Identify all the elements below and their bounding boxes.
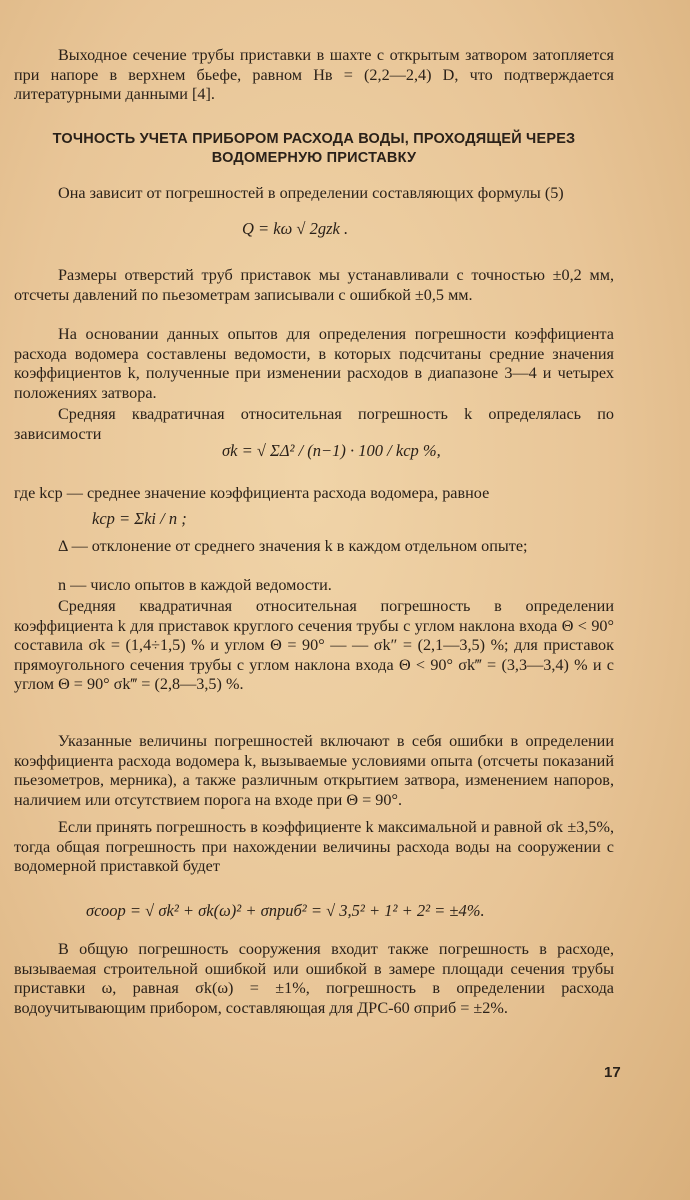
paragraph-error-sources: Указанные величины погрешностей включают в себя ошибки в определении коэффициента расхода водомера k, вызываемые условиями опыта (отсчеты показаний пьезометров, мерника), а также различным открытием затвора, изменением напоров, наличием или отсутствием порога на входе при Θ = 90°. xyxy=(14,732,614,809)
section-heading: ТОЧНОСТЬ УЧЕТА ПРИБОРОМ РАСХОДА ВОДЫ, ПРОХОДЯЩЕЙ ЧЕРЕЗ ВОДОМЕРНУЮ ПРИСТАВКУ xyxy=(52,131,576,166)
paragraph-outlet-section: Выходное сечение трубы приставки в шахте с открытым затвором затопляется при напоре в верхнем бьефе, равном Hв = (2,2—2,4) D, что подтверждается литературными данными [4]. xyxy=(14,46,614,103)
paragraph-rms-error: Средняя квадратичная относительная погрешность k определялась по зависимости xyxy=(14,405,614,443)
formula-discharge: Q = kω √ 2gzk . xyxy=(242,219,349,238)
paragraph-dimensions: Размеры отверстий труб приставок мы устанавливали с точностью ±0,2 мм, отсчеты давлений по пьезометрам записывали с ошибкой ±0,5 мм. xyxy=(14,266,614,304)
formula-sigma-k: σk = √ ΣΔ² / (n−1) · 100 / kср %, xyxy=(222,441,441,460)
formula-total-error: σсоор = √ σk² + σk(ω)² + σприб² = √ 3,5² + 1² + 2² = ±4%. xyxy=(86,901,485,920)
paragraph-total-error: Если принять погрешность в коэффициенте k максимальной и равной σk ±3,5%, тогда общая погрешность при нахождении величины расхода воды на сооружении с водомерной приставкой будет xyxy=(14,818,614,875)
paragraph-results: Средняя квадратичная относительная погрешность в определении коэффициента k для приставок круглого сечения трубы с углом наклона входа Θ < 90° составила σk = (1,4÷1,5) % и углом Θ = 90° — — σk″ = (2,1—3,5) %; для приставок прямоугольного сечения трубы с углом наклона входа Θ < 90° σk‴ = (3,3—3,4) % и с углом Θ = 90° σk‴ = (2,8—3,5) %. xyxy=(14,597,614,693)
paragraph-structure-error: В общую погрешность сооружения входит также погрешность в расходе, вызываемая строительной ошибкой или ошибкой в замере площади сечения трубы приставки ω, равная σk(ω) = ±1%, погрешность в определении расхода водоучитывающим прибором, составляющая для ДРС-60 σприб = ±2%. xyxy=(14,940,614,1017)
paragraph-experiments: На основании данных опытов для определения погрешности коэффициента расхода водомера составлены ведомости, в которых подсчитаны средние значения коэффициентов k, полученные при изменении расходов в диапазоне 3—4 и четырех положениях затвора. xyxy=(14,325,614,402)
paragraph-depends-on: Она зависит от погрешностей в определении составляющих формулы (5) xyxy=(58,184,564,202)
definition-delta: Δ — отклонение от среднего значения k в каждом отдельном опыте; xyxy=(58,537,528,555)
page-number: 17 xyxy=(604,1064,621,1081)
paragraph-where-kcp: где kср — среднее значение коэффициента расхода водомера, равное xyxy=(14,484,490,502)
formula-kcp: kср = Σki / n ; xyxy=(92,509,187,528)
definition-n: n — число опытов в каждой ведомости. xyxy=(58,576,332,594)
